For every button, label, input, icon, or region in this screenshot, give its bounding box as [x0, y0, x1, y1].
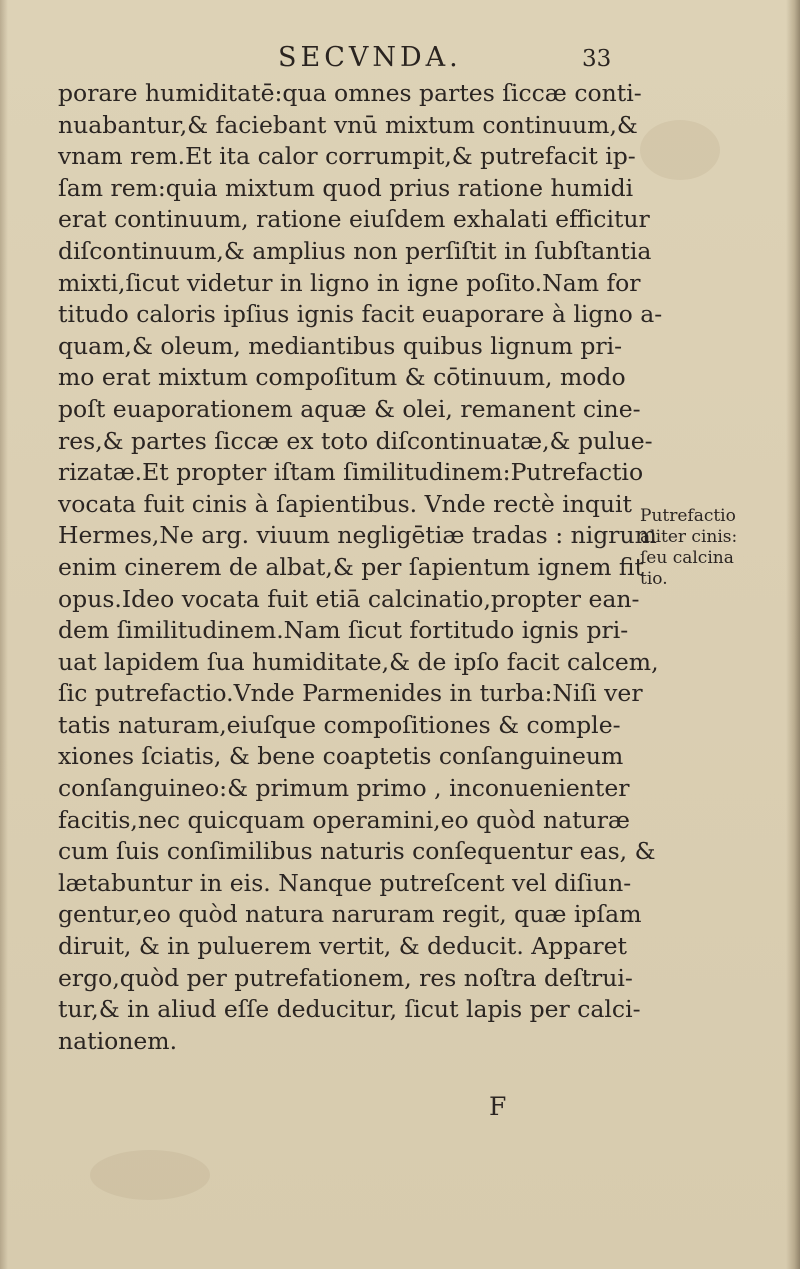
text-line: Hermes,Ne arg. viuum negligētiæ tradas : nigrum: [58, 521, 657, 550]
text-line: dem ſimilitudinem.Nam ſicut fortitudo ignis pri-: [58, 616, 629, 645]
text-line: porare humiditatē:qua omnes partes ſiccæ conti-: [58, 79, 642, 107]
text-line: cum ſuis conſimilibus naturis conſequentur eas, &: [58, 837, 656, 866]
text-line: xiones ſciatis, & bene coaptetis conſanguineum: [58, 742, 624, 771]
text-line: res,& partes ſiccæ ex toto diſcontinuatæ,& pulue-: [58, 426, 653, 455]
marginal-note: [640, 506, 790, 590]
page-header: [0, 40, 800, 80]
text-line: uat lapidem ſua humiditate,& de ipſo facit calcem,: [58, 647, 659, 676]
marginal-note-line: aliter cinis:: [640, 527, 738, 547]
page-number: 33: [582, 46, 612, 72]
paper-stain: [640, 120, 720, 180]
text-line: opus.Ideo vocata fuit etiā calcinatio,propter ean-: [58, 584, 640, 613]
running-head: SECVNDA.: [278, 42, 462, 73]
text-line: vnam rem.Et ita calor corrumpit,& putrefacit ip-: [58, 142, 636, 171]
text-line: rizatæ.Et propter iſtam ſimilitudinem:Putrefactio: [58, 458, 644, 487]
text-line: lætabuntur in eis. Nanque putreſcent vel diſiun-: [58, 868, 632, 897]
text-line: erat continuum, ratione eiuſdem exhalati efficitur: [58, 205, 650, 234]
page-left-shadow: [0, 0, 8, 1269]
paper-stain: [90, 1150, 210, 1200]
marginal-note-line: tio.: [640, 569, 668, 589]
text-line: poſt euaporationem aquæ & olei, remanent cine-: [58, 394, 641, 423]
text-line: diſcontinuum,& amplius non perſiſtit in ſubſtantia: [58, 236, 652, 265]
text-line: mo erat mixtum compoſitum & cōtinuum, modo: [58, 363, 626, 392]
signature-mark: F: [489, 1092, 507, 1121]
marginal-note-line: Putrefactio: [640, 506, 736, 526]
text-line: tur,& in aliud eſſe deducitur, ſicut lapis per calci-: [58, 995, 641, 1024]
text-line: tatis naturam,eiuſque compoſitiones & comple-: [58, 710, 621, 739]
text-line: ſic putrefactio.Vnde Parmenides in turba:Niſi ver: [58, 679, 643, 708]
text-line: enim cinerem de albat,& per ſapientum ignem fit: [58, 552, 644, 581]
text-line: gentur,eo quòd natura naruram regit, quæ ipſam: [58, 900, 642, 929]
marginal-note-line: ſeu calcina: [640, 548, 734, 568]
page-right-shadow: [786, 0, 800, 1269]
text-line: nationem.: [58, 1026, 178, 1055]
text-line: ergo,quòd per putrefationem, res noſtra deſtrui-: [58, 963, 633, 992]
body-text: [58, 78, 663, 1057]
text-line: ſam rem:quia mixtum quod prius ratione humidi: [58, 173, 634, 202]
text-line: nuabantur,& faciebant vnū mixtum continuum,&: [58, 110, 638, 139]
text-line: facitis,nec quicquam operamini,eo quòd naturæ: [58, 805, 631, 834]
text-line: diruit, & in puluerem vertit, & deducit. Apparet: [58, 932, 627, 961]
text-line: conſanguineo:& primum primo , inconuenienter: [58, 774, 630, 803]
text-line: quam,& oleum, mediantibus quibus lignum pri-: [58, 331, 623, 360]
text-line: vocata fuit cinis à ſapientibus. Vnde rectè inquit: [58, 489, 633, 518]
text-line: mixti,ſicut videtur in ligno in igne poſito.Nam for: [58, 268, 641, 297]
text-line: titudo caloris ipſius ignis facit euaporare à ligno a-: [58, 300, 663, 329]
